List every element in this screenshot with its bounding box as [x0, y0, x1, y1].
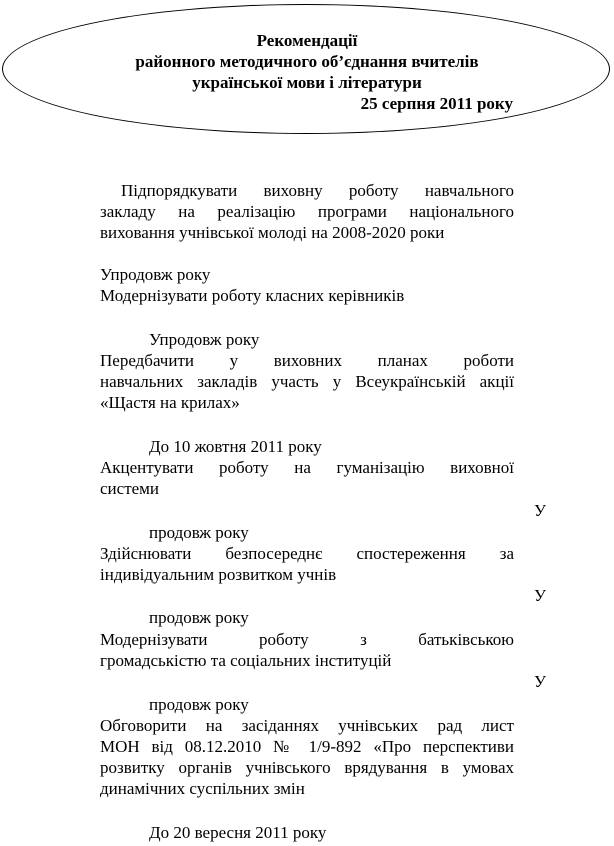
- item-7-line-2: МОН від 08.12.2010 № 1/9-892 «Про перспективи: [100, 737, 514, 756]
- item-3-line-1: Передбачити у виховних планах роботи: [100, 351, 514, 370]
- item-5-line-1: Здійснювати безпосереднє спостереження за: [100, 544, 514, 563]
- item-5-line-2: індивідуальним розвитком учнів: [100, 565, 337, 584]
- item-6-line-2: громадськістю та соціальних інституцій: [100, 651, 392, 670]
- item-1-line-2: закладу на реалізацію програми національного: [100, 202, 514, 221]
- item-5-term-initial: У: [534, 586, 547, 605]
- item-1-line-3: виховання учнівської молоді на 2008-2020 роки: [100, 223, 445, 242]
- item-7-line-4: динамічних суспільних змін: [100, 779, 305, 798]
- item-4-line-2: системи: [100, 479, 160, 498]
- item-7-line-3: розвитку органів учнівського врядування в умовах: [100, 758, 514, 777]
- item-1-line-1: Підпорядкувати виховну роботу навчального: [121, 181, 514, 200]
- item-1-term: Упродовж року: [100, 265, 211, 284]
- item-5-term-rest: продовж року: [149, 608, 249, 627]
- item-2-text: Модернізувати роботу класних керівників: [100, 286, 405, 305]
- item-7-line-1: Обговорити на засіданнях учнівських рад лист: [100, 716, 514, 735]
- item-7-term: До 20 вересня 2011 року: [149, 823, 327, 842]
- document-date: 25 серпня 2011 року: [360, 94, 513, 113]
- item-4-line-1: Акцентувати роботу на гуманізацію виховної: [100, 458, 514, 477]
- item-6-term-rest: продовж року: [149, 695, 249, 714]
- item-3-line-2: навчальних закладів участь у Всеукраїнській акції: [100, 372, 514, 391]
- item-6-term-initial: У: [534, 672, 547, 691]
- item-4-term-rest: продовж року: [149, 523, 249, 542]
- document-title: Рекомендації: [256, 31, 358, 50]
- document-subtitle-line-2: української мови і літератури: [192, 73, 422, 92]
- item-6-line-1: Модернізувати роботу з батьківською: [100, 630, 514, 649]
- item-4-term-initial: У: [534, 501, 547, 520]
- document-subtitle-line-1: районного методичного об’єднання вчителів: [135, 52, 479, 71]
- item-2-term: Упродовж року: [149, 330, 260, 349]
- item-3-line-3: «Щастя на крилах»: [100, 393, 240, 412]
- item-3-term: До 10 жовтня 2011 року: [149, 437, 322, 456]
